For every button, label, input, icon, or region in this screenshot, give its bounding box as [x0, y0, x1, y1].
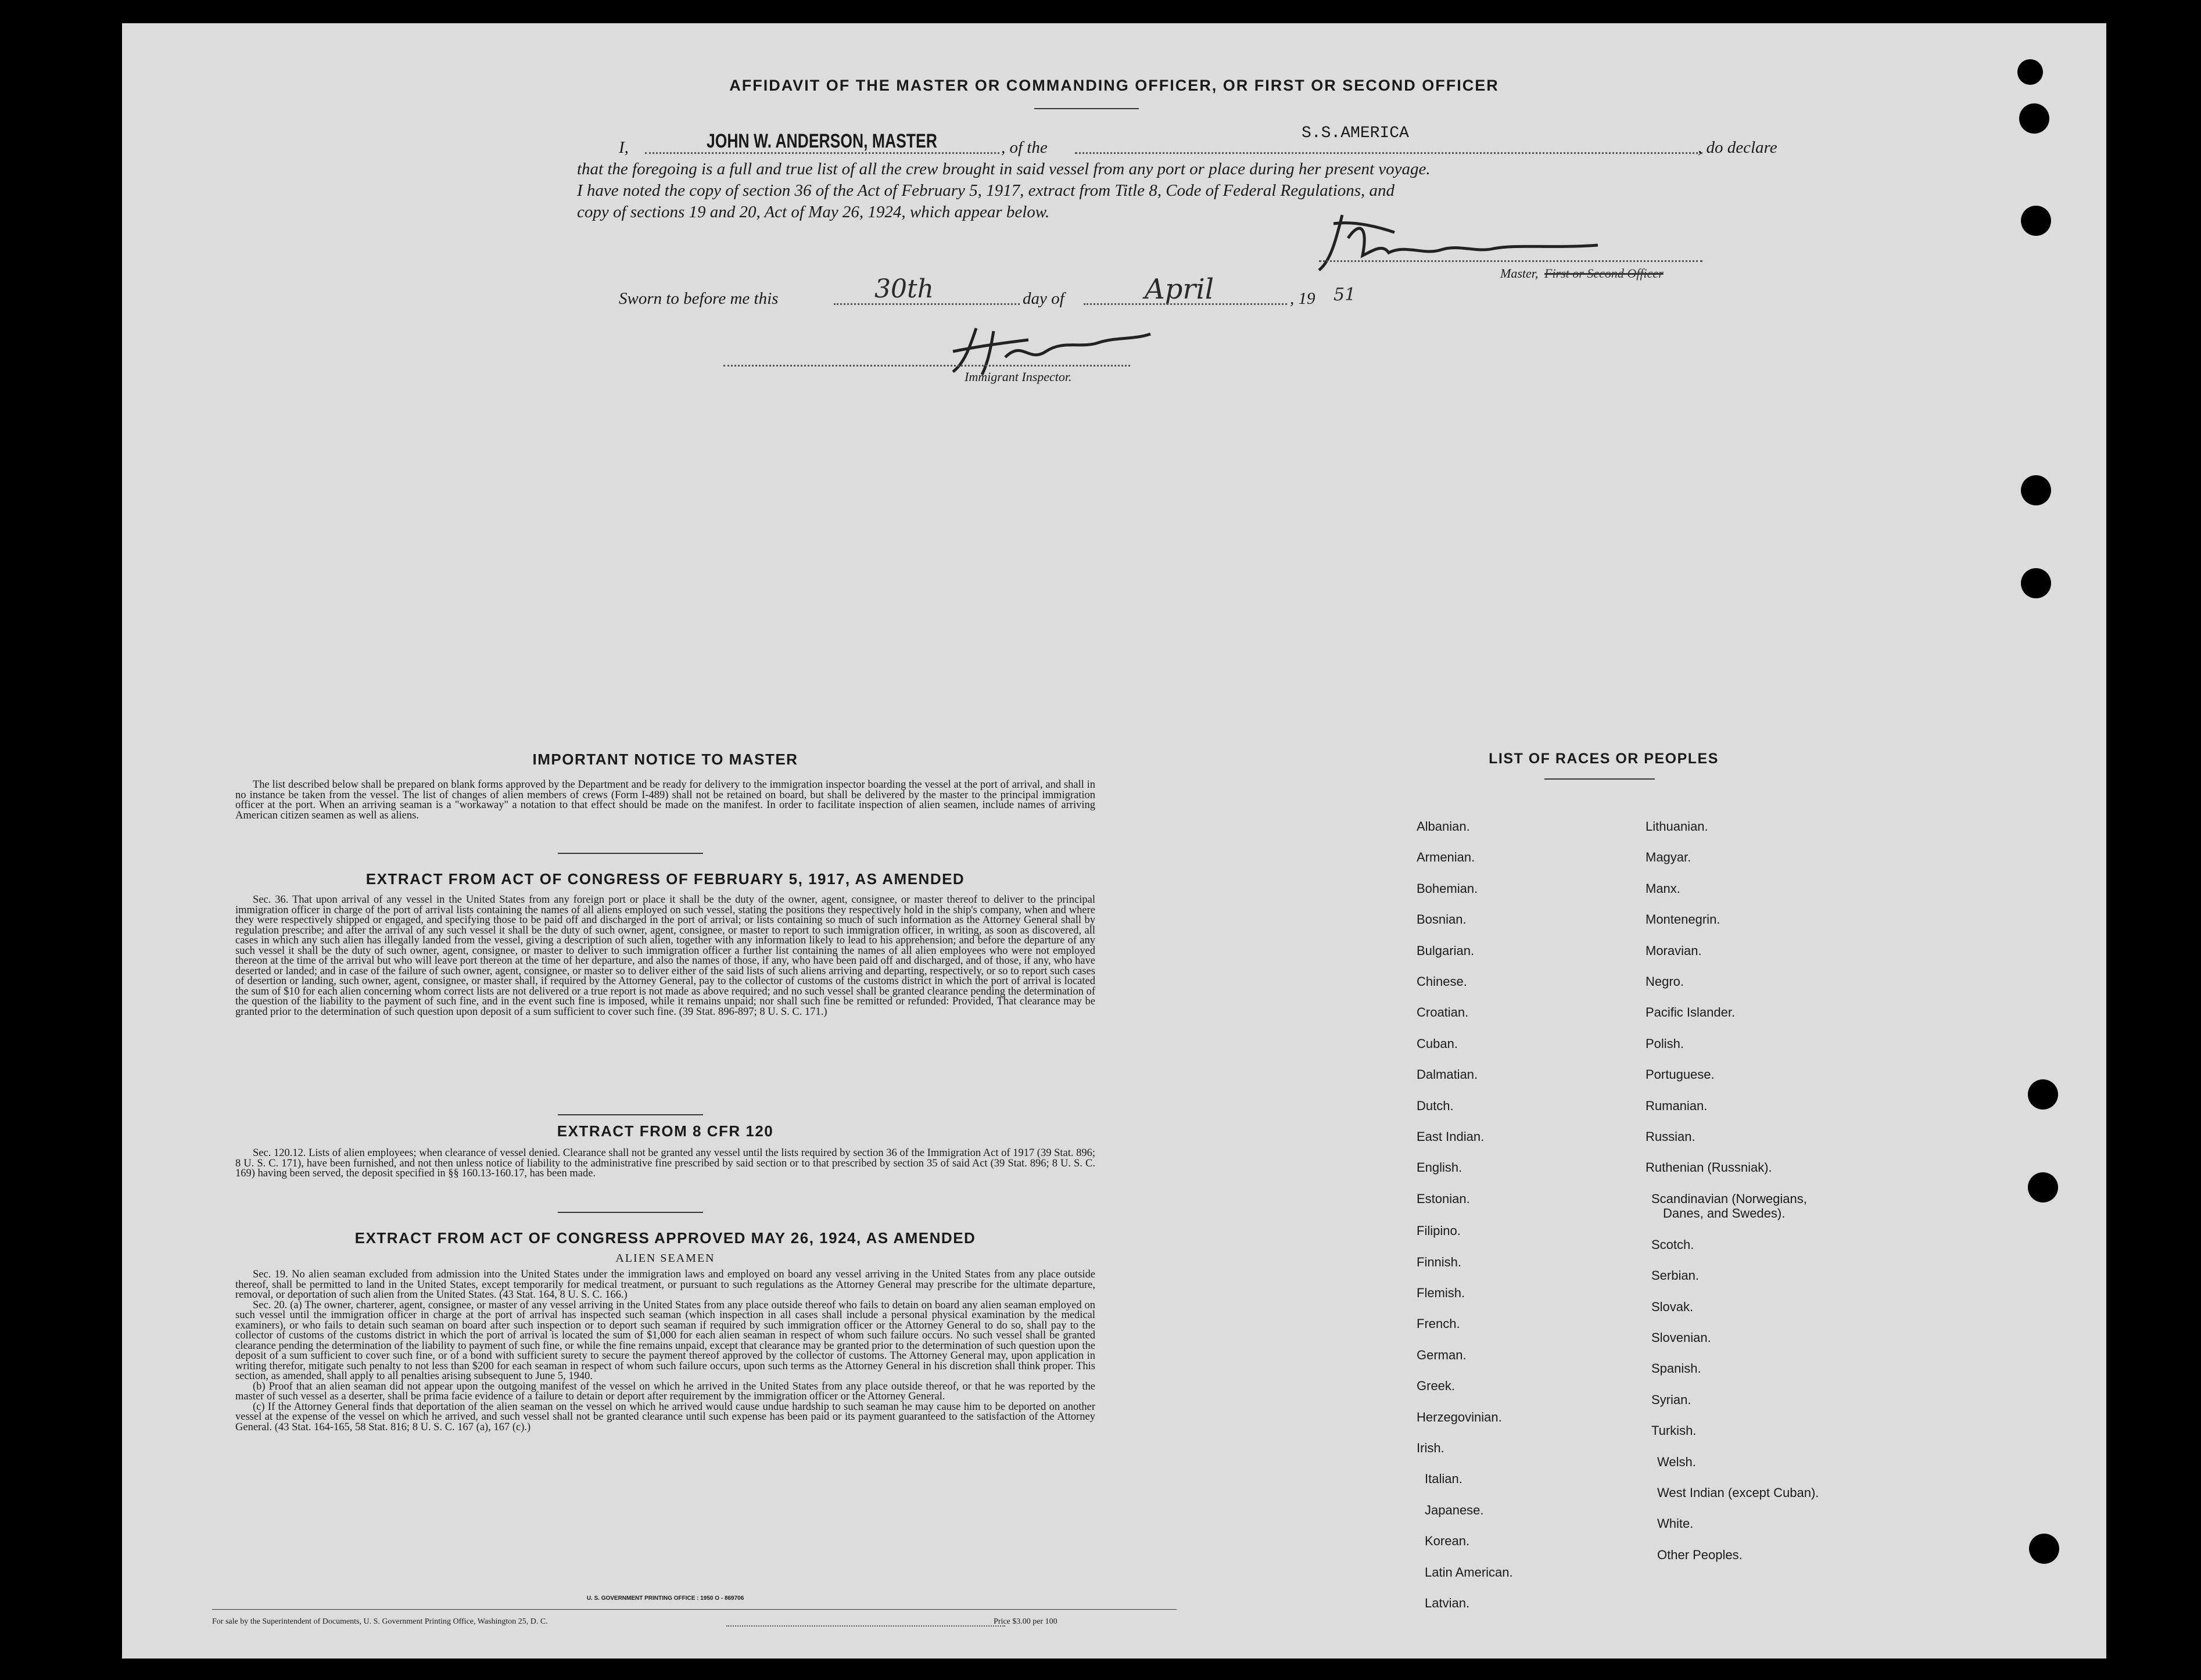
- race-item: Slovenian.: [1651, 1330, 1711, 1345]
- binder-hole: [2021, 475, 2051, 505]
- notice-section: [235, 751, 1095, 821]
- race-item: Cuban.: [1417, 1036, 1458, 1051]
- races-rule: [1544, 778, 1655, 780]
- inspector-signature-line: [723, 365, 1130, 367]
- master-signature-line: [1319, 260, 1702, 262]
- notice-rule: [558, 853, 703, 854]
- extract-8cfr-section: [235, 1122, 1095, 1179]
- race-item: Slovak.: [1651, 1299, 1694, 1314]
- race-item: Herzegovinian.: [1417, 1409, 1502, 1424]
- extract-8cfr-heading: EXTRACT FROM 8 CFR 120: [557, 1122, 774, 1140]
- race-item: Bosnian.: [1417, 912, 1467, 927]
- race-item: Armenian.: [1417, 850, 1475, 865]
- footer-rule: [212, 1609, 1177, 1610]
- binder-hole: [2019, 103, 2049, 134]
- binder-hole: [2029, 1534, 2059, 1564]
- race-item: Latvian.: [1425, 1596, 1470, 1610]
- sale-notice: For sale by the Superintendent of Documents, U. S. Government Printing Office, Washington 25, D. C.: [212, 1617, 548, 1626]
- of-the-text: , of the: [1001, 138, 1048, 157]
- extract-8cfr-rule: [558, 1212, 703, 1213]
- race-item: Montenegrin.: [1646, 912, 1720, 927]
- race-item: Latin American.: [1425, 1564, 1513, 1580]
- master-name: JOHN W. ANDERSON, MASTER: [707, 130, 937, 152]
- sec-20b-text: (b) Proof that an alien seaman did not appear upon the outgoing manifest of the vessel on which he arrived in the United States from any place outside thereof, or that he was reported by the master of such vessel as a deserter, shall be prima facie evidence of a failure to detain or deport after requirement by the immigration officer or the Attorney General.: [235, 1380, 1095, 1402]
- race-item: Bulgarian.: [1417, 943, 1475, 958]
- notice-text: The list described below shall be prepared on blank forms approved by the Department and be ready for delivery to the immigration inspector boarding the vessel at the port of arrival, and shall in no instance be taken from the vessel. The list of changes of alien members of crews (Form I-489) shall not be retained on board, but shall be delivered by the master to the principal immigration officer at the port. When an arriving seaman is a "workaway" a notation to that effect should be made on the manifest. In order to facilitate inspection of alien seamen, include names of arriving American citizen seamen as well as aliens.: [235, 779, 1095, 821]
- race-item: Manx.: [1646, 881, 1680, 896]
- race-item: Scandinavian (Norwegians,: [1651, 1191, 1807, 1206]
- extract-1924-subheading: ALIEN SEAMEN: [615, 1252, 715, 1265]
- affidavit-line-3: I have noted the copy of section 36 of the Act of February 5, 1917, extract from Title 8, Code of Federal Regulations, and: [577, 181, 1395, 200]
- notice-heading: IMPORTANT NOTICE TO MASTER: [532, 751, 798, 768]
- binder-hole: [2021, 206, 2051, 236]
- race-item: Bohemian.: [1417, 881, 1478, 896]
- name-line: [645, 152, 999, 154]
- extract-1917-heading: EXTRACT FROM ACT OF CONGRESS OF FEBRUARY 5, 1917, AS AMENDED: [365, 870, 965, 888]
- affidavit-line-2: that the foregoing is a full and true list of all the crew brought in said vessel from any port or place during her present voyage.: [577, 160, 1431, 178]
- sec-20c-text: (c) If the Attorney General finds that deportation of the alien seaman on the vessel on which he arrived would cause undue hardship to such seaman he may cause him to be deported on another vessel at the expense of the vessel on which he arrived, and such vessel shall not be granted clearance until such expense has been paid or its payment guaranteed to the satisfaction of the Attorney General. (43 Stat. 164-165, 58 Stat. 816; 8 U. S. C. 167 (a), 167 (c).): [235, 1401, 1095, 1433]
- binder-hole: [2021, 568, 2051, 598]
- sec-19-text: Sec. 19. No alien seaman excluded from admission into the United States under the immigration laws and employed on board any vessel arriving in the United States from any place outside thereof, shall be permitted to land in the United States, except temporarily for medical treatment, or pursuant to such regulations as the Attorney General may prescribe for the ultimate departure, removal, or deportation of such alien from the United States. (43 Stat. 164, 8 U. S. C. 166.): [235, 1269, 1095, 1301]
- sworn-month-line: [1084, 303, 1287, 305]
- year-prefix: , 19: [1290, 289, 1315, 308]
- sale-dots: [726, 1625, 1005, 1627]
- races-heading: LIST OF RACES OR PEOPLES: [1489, 751, 1719, 767]
- race-item: Estonian.: [1417, 1191, 1470, 1206]
- race-item: Pacific Islander.: [1646, 1005, 1736, 1020]
- binder-hole: [2028, 1079, 2058, 1110]
- day-of-text: day of: [1023, 289, 1064, 308]
- vessel-name: S.S.AMERICA: [1302, 124, 1409, 142]
- race-item: Serbian.: [1651, 1268, 1699, 1283]
- extract-1917-section: [235, 870, 1095, 1017]
- do-declare-text: , do declare: [1698, 138, 1777, 157]
- race-item: Scotch.: [1651, 1237, 1694, 1252]
- year-suffix: 51: [1333, 285, 1356, 305]
- race-item: Greek.: [1417, 1379, 1456, 1394]
- affidavit-line-4: copy of sections 19 and 20, Act of May 26, 1924, which appear below.: [577, 203, 1050, 221]
- race-item: English.: [1417, 1160, 1462, 1175]
- race-item: Dalmatian.: [1417, 1067, 1478, 1082]
- race-item: Filipino.: [1417, 1223, 1461, 1239]
- race-item: Portuguese.: [1646, 1067, 1715, 1082]
- vessel-line: [1075, 152, 1702, 154]
- race-item: French.: [1417, 1316, 1460, 1331]
- extract-1924-section: [235, 1229, 1095, 1433]
- race-item: White.: [1657, 1516, 1694, 1531]
- race-item: Danes, and Swedes).: [1663, 1206, 1786, 1221]
- race-item: Irish.: [1417, 1441, 1444, 1455]
- race-item: Croatian.: [1417, 1005, 1469, 1020]
- race-item: East Indian.: [1417, 1129, 1485, 1144]
- race-item: Russian.: [1646, 1129, 1695, 1144]
- extract-1917-rule: [558, 1114, 703, 1115]
- affidavit-i-label: I,: [619, 138, 629, 157]
- race-item: Flemish.: [1417, 1286, 1465, 1300]
- race-item: German.: [1417, 1347, 1467, 1362]
- race-item: Chinese.: [1417, 974, 1467, 989]
- officer-struck: First or Second Officer: [1544, 266, 1664, 281]
- race-item: Moravian.: [1646, 943, 1702, 958]
- sworn-label: Sworn to before me this: [619, 289, 779, 308]
- price-label: Price $3.00 per 100: [994, 1617, 1058, 1626]
- sec-20a-text: Sec. 20. (a) The owner, charterer, agent, consignee, or master of any vessel arriving in the United States from any place outside thereof who fails to detain on board any alien seaman employed on such vessel until the immigration officer in charge at the port of arrival has inspected such seaman (which inspection in all cases shall include a personal physical examination by the medical examiners), or who fails to detain such seaman on board after such inspection or to deport such seaman if required by such immigration officer or the Attorney General to do so, shall pay to the collector of customs of the customs district in which the port of arrival is located the sum of $1,000 for each alien seaman in respect of whom such failure occurs. No such vessel shall be granted clearance pending the determination of the liability to payment of such fine, or while the fine remains unpaid, except that clearance may be granted prior to the determination of such question upon the deposit of a sum sufficient to cover such fine, or of a bond with sufficient surety to secure the payment thereof approved by the collector of customs. The Attorney General may, upon application in writing therefor, mitigate such penalty to not less than $200 for each seaman in respect of whom such failure occurs, upon such terms as the Attorney General in his discretion shall think proper. This section, as amended, shall apply to all penalties arising subsequent to June 5, 1940.: [235, 1299, 1095, 1382]
- race-item: Dutch.: [1417, 1098, 1454, 1113]
- race-item: Welsh.: [1657, 1454, 1696, 1469]
- sworn-day-line: [834, 303, 1020, 305]
- extract-1917-text: Sec. 36. That upon arrival of any vessel in the United States from any foreign port or place it shall be the duty of the owner, agent, consignee, or master thereof to deliver to the principal immigration officer in charge of the port of arrival lists containing the names of all aliens employed on such vessel, stating the positions they respectively hold in the ship's company, when and where they were respectively shipped or engaged, and specifying those to be paid off and discharged in the port of arrival; or lists containing so much of such information as the Attorney General shall by regulation prescribe; and after the arrival of any such vessel it shall be the duty of such owner, agent, consignee, or master to report to such immigration officer, in writing, as soon as discovered, all cases in which any such alien has illegally landed from the vessel, giving a description of such alien, together with any information likely to lead to his apprehension; and before the departure of any such vessel it shall be the duty of such owner, agent, consignee, or master to deliver to such immigration officer a further list containing the names of all alien employees who were not employed thereon at the time of the arrival but who will leave port thereon at the time of her departure, and also the names of those, if any, who have been paid off and discharged, and of those, if any, who have deserted or landed; and in case of the failure of such owner, agent, consignee, or master so to deliver either of the said lists of such aliens arriving and departing, respectively, or so to report such cases of desertion or landing, such owner, agent, consignee, or master shall, if required by the Attorney General, pay to the collector of customs of the customs district in which the port of arrival is located the sum of $10 for each alien concerning whom correct lists are not delivered or a true report is not made as above required; and no such vessel shall be granted clearance pending the determination of the question of the liability to the payment of such fine, and in the event such fine is imposed, while it remains unpaid; nor shall such fine be remitted or refunded: Provided, That clearance may be granted prior to the determination of such question upon deposit of a sum sufficient to cover such fine. (39 Stat. 896-897; 8 U. S. C. 171.): [235, 894, 1095, 1018]
- sworn-month: April: [1145, 273, 1214, 306]
- race-item: Negro.: [1646, 974, 1684, 989]
- race-item: Spanish.: [1651, 1361, 1701, 1376]
- sworn-day: 30th: [874, 274, 934, 304]
- binder-hole: [2028, 1172, 2058, 1202]
- race-item: West Indian (except Cuban).: [1657, 1485, 1819, 1500]
- race-item: Ruthenian (Russniak).: [1646, 1160, 1772, 1175]
- race-item: Korean.: [1425, 1534, 1470, 1549]
- race-item: Japanese.: [1425, 1502, 1484, 1517]
- race-item: Lithuanian.: [1646, 819, 1708, 834]
- master-label: Master,: [1500, 266, 1539, 281]
- race-item: Finnish.: [1417, 1254, 1462, 1269]
- inspector-label: Immigrant Inspector.: [965, 369, 1072, 384]
- race-item: Syrian.: [1651, 1392, 1691, 1407]
- gpo-imprint: U. S. GOVERNMENT PRINTING OFFICE : 1950 O - 869706: [586, 1595, 744, 1602]
- race-item: Other Peoples.: [1657, 1547, 1743, 1562]
- race-item: Turkish.: [1651, 1423, 1697, 1438]
- race-item: Polish.: [1646, 1036, 1684, 1051]
- race-item: Rumanian.: [1646, 1098, 1708, 1113]
- race-item: Italian.: [1425, 1471, 1462, 1487]
- race-item: Magyar.: [1646, 850, 1691, 865]
- extract-1924-heading: EXTRACT FROM ACT OF CONGRESS APPROVED MAY 26, 1924, AS AMENDED: [354, 1229, 976, 1247]
- document-page: [122, 23, 2106, 1659]
- title-rule: [1034, 108, 1139, 109]
- extract-8cfr-text: Sec. 120.12. Lists of alien employees; when clearance of vessel denied. Clearance shall not be granted any vessel until the lists required by section 36 of the Immigration Act of 1917 (39 Stat. 896; 8 U. S. C. 171), have been furnished, and not then unless notice of liability to the administrative fine prescribed by said section or to that prescribed by section 35 of said Act (39 Stat. 896; 8 U. S. C. 169) having been served, the deposit specified in §§ 160.13-160.17, has been made.: [235, 1147, 1095, 1179]
- race-item: Albanian.: [1417, 819, 1470, 834]
- affidavit-title: AFFIDAVIT OF THE MASTER OR COMMANDING OFFICER, OR FIRST OR SECOND OFFICER: [729, 77, 1499, 94]
